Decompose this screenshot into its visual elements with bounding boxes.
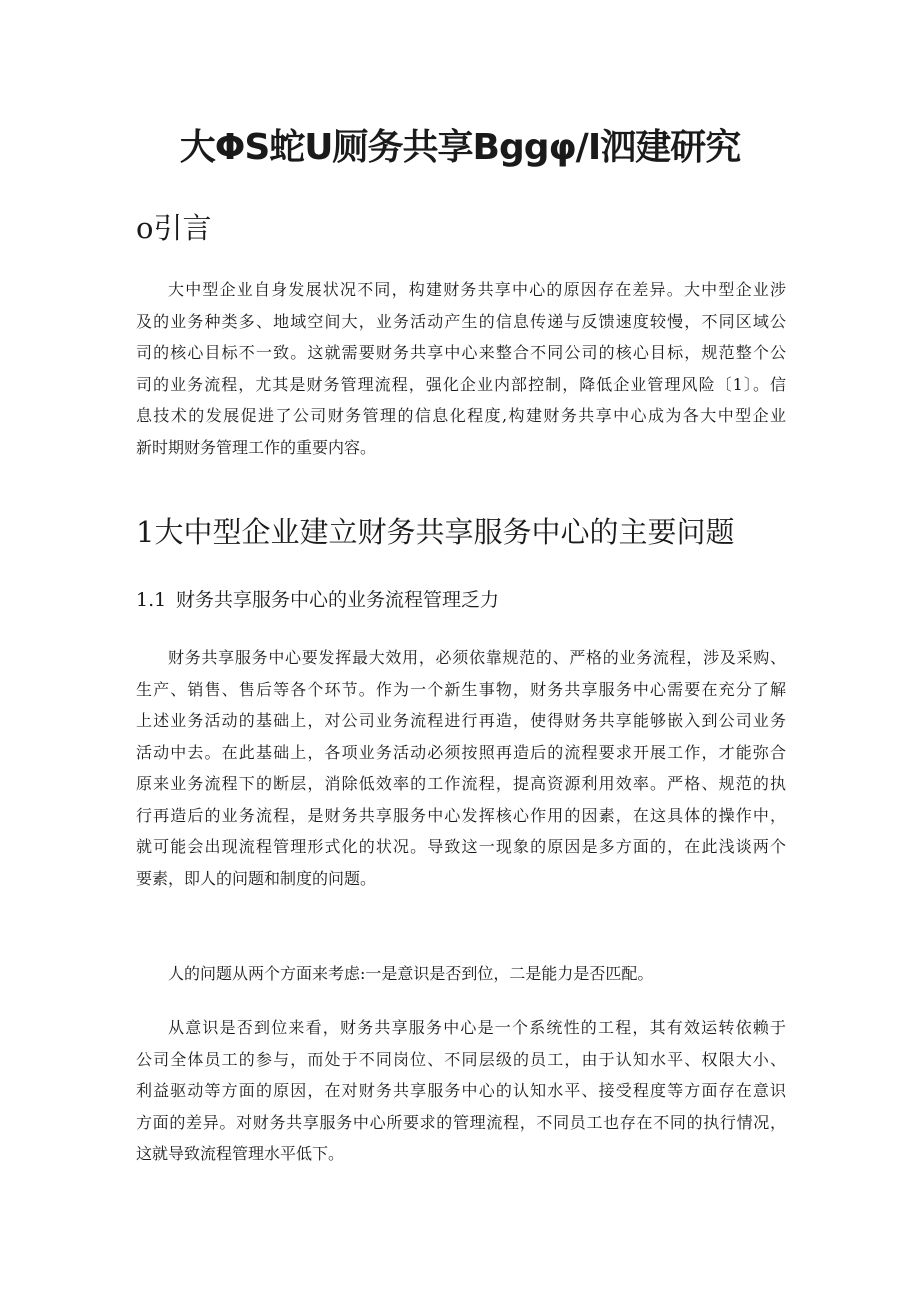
paragraph-line: 利益驱动等方面的原因，在对财务共享服务中心的认知水平、接受程度等方面存在意识 [136, 1081, 786, 1100]
paragraph-line: 行再造后的业务流程，是财务共享服务中心发挥核心作用的因素，在这具体的操作中， [136, 805, 786, 825]
paragraph-line: 息技术的发展促进了公司财务管理的信息化程度,构建财务共享中心成为各大中型企业 [136, 406, 786, 425]
paragraph-line: 大中型企业自身发展状况不同，构建财务共享中心的原因存在差异。大中型企业涉 [168, 280, 786, 299]
paragraph-line: 活动中去。在此基础上，各项业务活动必须按照再造后的流程要求开展工作，才能弥合 [136, 742, 786, 762]
paragraph-line: 司的核心目标不一致。这就需要财务共享中心来整合不同公司的核心目标，规范整个公 [136, 343, 786, 362]
paragraph-line: 就可能会出现流程管理形式化的状况。导致这一现象的原因是多方面的，在此浅谈两个 [136, 837, 786, 856]
subsection-heading-1-1 [136, 586, 499, 614]
document-title: 大ΦS蛇U厕务共享Bggφ∕Ι泗建研究 [179, 127, 741, 168]
section-heading-intro: o引言 [136, 211, 212, 245]
paragraph-line: 从意识是否到位来看，财务共享服务中心是一个系统性的工程，其有效运转依赖于 [168, 1018, 786, 1037]
intro-paragraph [136, 274, 786, 463]
paragraph-line: 人的问题从两个方面来考虑:一是意识是否到位，二是能力是否匹配。 [168, 964, 654, 983]
section-heading-1: 1大中型企业建立财务共享服务中心的主要问题 [136, 515, 735, 549]
body-paragraph-1 [136, 642, 786, 894]
body-paragraph-2 [136, 958, 786, 990]
paragraph-line: 上述业务活动的基础上，对公司业务流程进行再造，使得财务共享能够嵌入到公司业务 [136, 711, 786, 730]
paragraph-line: 生产、销售、售后等各个环节。作为一个新生事物，财务共享服务中心需要在充分了解 [136, 679, 786, 699]
paragraph-line: 财务共享服务中心要发挥最大效用，必须依靠规范的、严格的业务流程，涉及采购、 [168, 648, 786, 667]
paragraph-line: 公司全体员工的参与，而处于不同岗位、不同层级的员工，由于认知水平、权限大小、 [136, 1049, 786, 1069]
subsection-number: 1.1 [136, 589, 167, 611]
paragraph-line: 这就导致流程管理水平低下。 [136, 1144, 345, 1163]
paragraph-line: 方面的差异。对财务共享服务中心所要求的管理流程，不同员工也存在不同的执行情况， [136, 1112, 786, 1132]
paragraph-line: 要素，即人的问题和制度的问题。 [136, 868, 377, 888]
paragraph-line: 司的业务流程，尤其是财务管理流程，强化企业内部控制，降低企业管理风险〔1〕。信 [136, 374, 786, 394]
subsection-title: 财务共享服务中心的业务流程管理乏力 [176, 589, 500, 611]
paragraph-line: 新时期财务管理工作的重要内容。 [136, 437, 377, 457]
body-paragraph-3 [136, 1012, 786, 1170]
paragraph-line: 及的业务种类多、地域空间大，业务活动产生的信息传递与反馈速度较慢，不同区域公 [136, 311, 786, 331]
paragraph-line: 原来业务流程下的断层，消除低效率的工作流程，提高资源利用效率。严格、规范的执 [136, 774, 786, 793]
